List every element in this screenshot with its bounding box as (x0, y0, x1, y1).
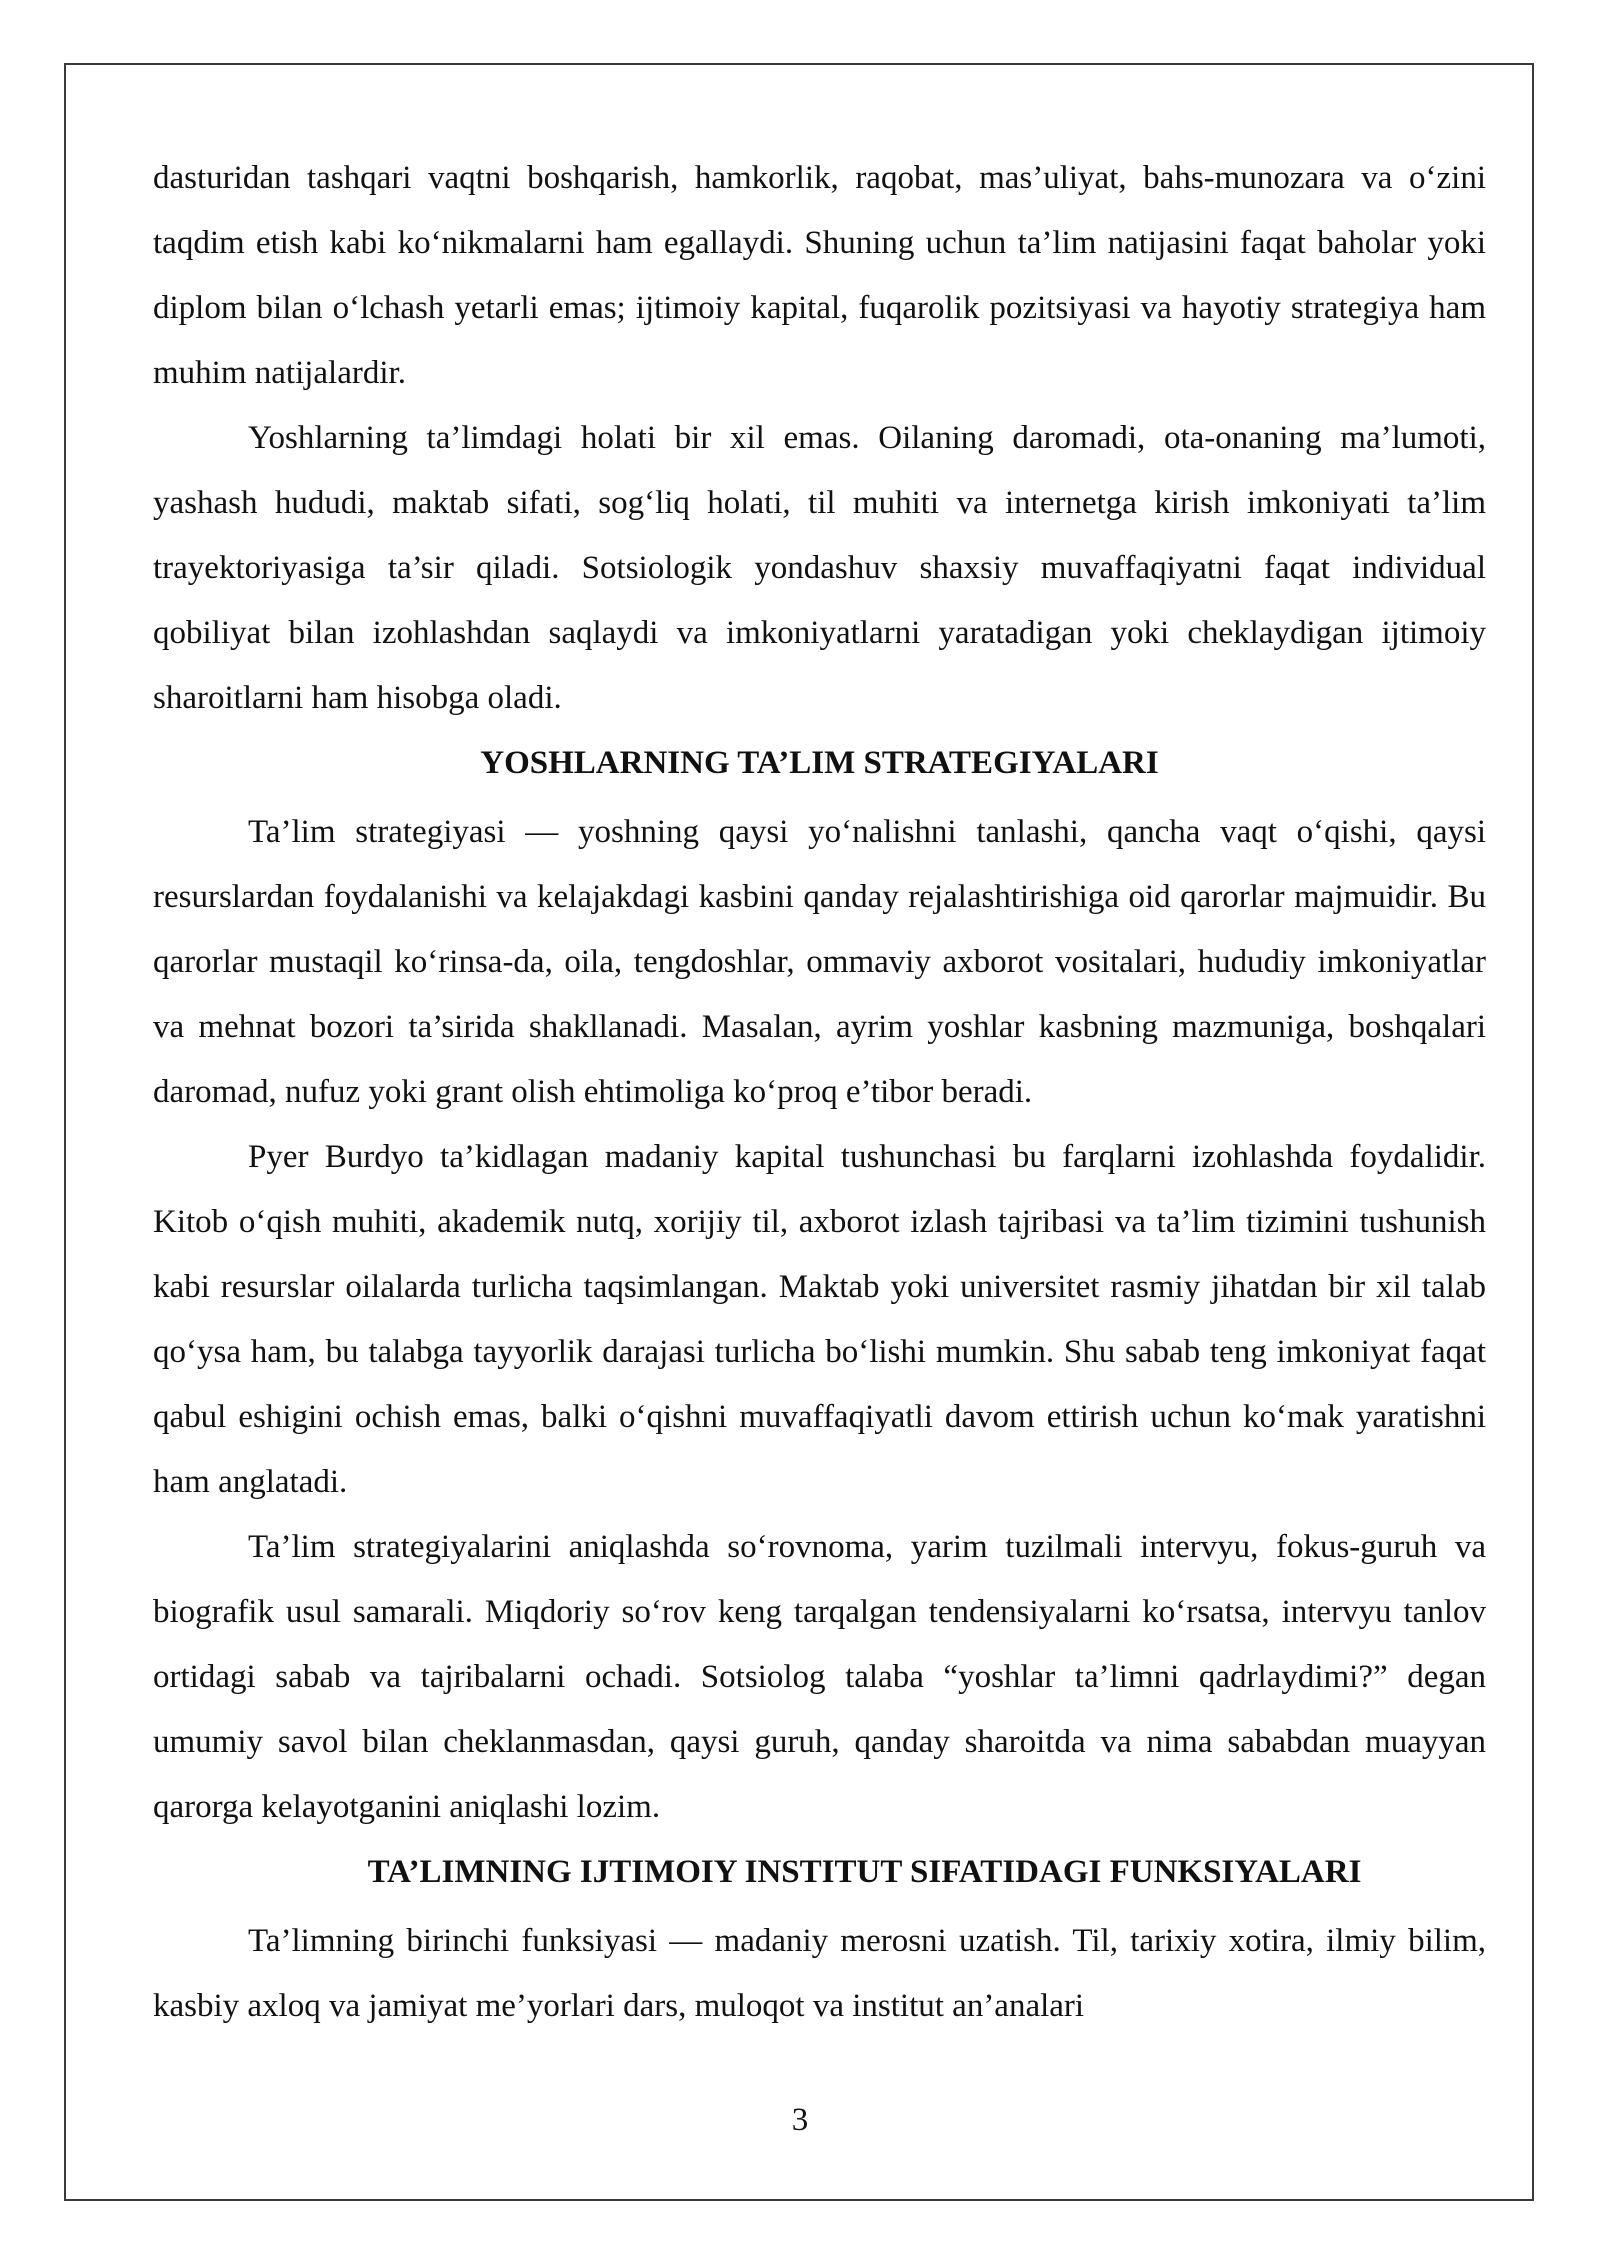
paragraph-1: dasturidan tashqari vaqtni boshqarish, hamkorlik, raqobat, mas’uliyat, bahs-munozara va o‘zini taqdim etish kabi ko‘nikmalarni ham egallaydi. Shuning uchun ta’lim natijasini faqat baholar yoki diplom bilan o‘lchash yetarli emas; ijtimoiy kapital, fuqarolik pozitsiyasi va hayotiy strategiya ham muhim natijalardir. (153, 160, 1486, 391)
page-number: 3 (791, 2102, 809, 2138)
paragraph-3: Ta’lim strategiyasi — yoshning qaysi yo‘nalishni tanlashi, qancha vaqt o‘qishi, qaysi resurslardan foydalanishi va kelajakdagi kasbini qanday rejalashtirishiga oid qarorlar majmuidir. Bu qarorlar mustaqil ko‘rinsa-da, oila, tengdoshlar, ommaviy axborot vositalari, hududiy imkoniyatlar va mehnat bozori ta’sirida shakllanadi. Masalan, ayrim yoshlar kasbning mazmuniga, boshqalari daromad, nufuz yoki grant olish ehtimoliga ko‘proq e’tibor beradi. (153, 814, 1486, 1110)
section-heading-2: TA’LIMNING IJTIMOIY INSTITUT SIFATIDAGI FUNKSIYALARI (367, 1854, 1362, 1890)
paragraph-5: Ta’lim strategiyalarini aniqlashda so‘rovnoma, yarim tuzilmali intervyu, fokus-guruh va biografik usul samarali. Miqdoriy so‘rov keng tarqalgan tendensiyalarni ko‘rsatsa, intervyu tanlov ortidagi sabab va tajribalarni ochadi. Sotsiolog talaba “yoshlar ta’limni qadrlaydimi?” degan umumiy savol bilan cheklanmasdan, qaysi guruh, qanday sharoitda va nima sababdan muayyan qarorga kelayotganini aniqlashi lozim. (153, 1529, 1486, 1825)
section-heading-1: YOSHLARNING TA’LIM STRATEGIYALARI (480, 745, 1159, 781)
page-content (153, 146, 1486, 2039)
paragraph-4: Pyer Burdyo ta’kidlagan madaniy kapital tushunchasi bu farqlarni izohlashda foydalidir. Kitob o‘qish muhiti, akademik nutq, xorijiy til, axborot izlash tajribasi va ta’lim tizimini tushunish kabi resurslar oilalarda turlicha taqsimlangan. Maktab yoki universitet rasmiy jihatdan bir xil talab qo‘ysa ham, bu talabga tayyorlik darajasi turlicha bo‘lishi mumkin. Shu sabab teng imkoniyat faqat qabul eshigini ochish emas, balki o‘qishni muvaffaqiyatli davom ettirish uchun ko‘mak yaratishni ham anglatadi. (153, 1139, 1486, 1500)
paragraph-6: Ta’limning birinchi funksiyasi — madaniy merosni uzatish. Til, tarixiy xotira, ilmiy bilim, kasbiy axloq va jamiyat me’yorlari dars, muloqot va institut an’analari (153, 1923, 1486, 2024)
paragraph-2: Yoshlarning ta’limdagi holati bir xil emas. Oilaning daromadi, ota-onaning ma’lumoti, yashash hududi, maktab sifati, sog‘liq holati, til muhiti va internetga kirish imkoniyati ta’lim trayektoriyasiga ta’sir qiladi. Sotsiologik yondashuv shaxsiy muvaffaqiyatni faqat individual qobiliyat bilan izohlashdan saqlaydi va imkoniyatlarni yaratadigan yoki cheklaydigan ijtimoiy sharoitlarni ham hisobga oladi. (153, 420, 1486, 716)
